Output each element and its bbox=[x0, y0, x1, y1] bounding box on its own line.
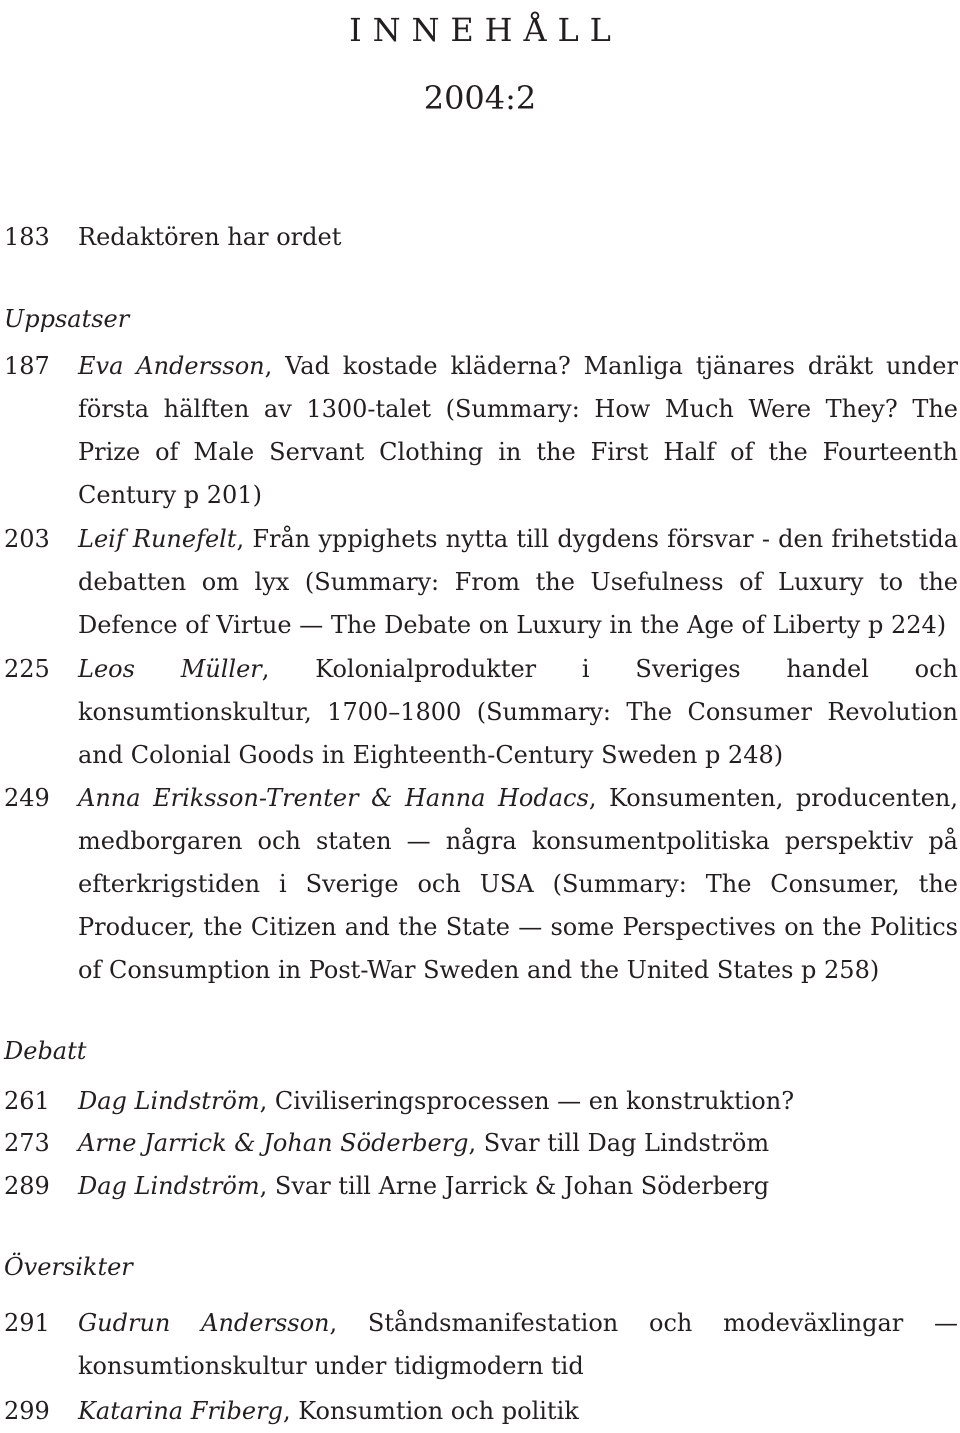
issue-number: 2004:2 bbox=[423, 79, 537, 117]
toc-entry[interactable] bbox=[4, 1080, 960, 1123]
page-number: 249 bbox=[4, 784, 50, 812]
toc-entry[interactable] bbox=[4, 777, 960, 992]
entry-title: Svar till Dag Lindström bbox=[483, 1129, 770, 1157]
entry-text: Anna Eriksson-Trenter & Hanna Hodacs, Konsumenten, producenten, medborgaren och staten — några konsumentpolitiska perspektiv på efterkrigstiden i Sverige och USA (Summary: The Consumer, the Producer, the Citizen and the State — some Perspectives on the Politics of Consumption in Post-War Sweden and the United States p 258) bbox=[78, 784, 958, 984]
entry-title: Konsumenten, producenten, medborgaren och staten — några konsumentpolitiska perspektiv på efterkrigstiden i Sverige och USA (Summary: The Consumer, the Producer, the Citizen and the State — some Perspectives on the Politics of Consumption in Post-War Sweden and the United States p 258) bbox=[78, 784, 958, 984]
entry-author: Eva Andersson bbox=[78, 352, 265, 380]
entry-text: Katarina Friberg, Konsumtion och politik bbox=[78, 1397, 579, 1425]
page-number: 187 bbox=[4, 352, 50, 380]
entry-title: Konsumtion och politik bbox=[298, 1397, 579, 1425]
entry-text: Leif Runefelt, Från yppighets nytta till dygdens försvar - den frihetstida debatten om lyx (Summary: From the Usefulness of Luxury to the Defence of Virtue — The Debate on Luxury in the Age of Liberty p 224) bbox=[78, 525, 959, 639]
page-number: 289 bbox=[4, 1172, 50, 1200]
entry-author: Katarina Friberg bbox=[78, 1397, 283, 1425]
entry-title: Civiliseringsprocessen — en konstruktion? bbox=[274, 1087, 795, 1115]
section-heading-debatt: Debatt bbox=[4, 1037, 87, 1065]
entry-author: Gudrun Andersson bbox=[78, 1309, 330, 1337]
entry-author: Arne Jarrick & Johan Söderberg bbox=[78, 1129, 469, 1157]
section-heading-oversikter: Översikter bbox=[4, 1253, 133, 1281]
entry-title: Redaktören har ordet bbox=[78, 223, 342, 251]
toc-entry[interactable] bbox=[4, 1122, 960, 1165]
page-number: 203 bbox=[4, 525, 50, 553]
entry-author: Dag Lindström bbox=[78, 1172, 260, 1200]
page-number: 183 bbox=[4, 223, 50, 251]
entry-text: Gudrun Andersson, Ståndsmanifestation och modeväxlingar — konsumtionskultur under tidigmodern tid bbox=[78, 1309, 959, 1380]
entry-text: Leos Müller, Kolonialprodukter i Sveriges handel och konsumtionskultur, 1700–1800 (Summary: The Consumer Revolution and Colonial Goods in Eighteenth-Century Sweden p 248) bbox=[78, 655, 959, 769]
entry-text: Arne Jarrick & Johan Söderberg, Svar till Dag Lindström bbox=[78, 1129, 770, 1157]
toc-entry[interactable] bbox=[4, 1390, 960, 1433]
entry-title: Vad kostade kläderna? Manliga tjänares dräkt under första hälften av 1300-talet (Summary: How Much Were They? The Prize of Male Servant Clothing in the First Half of the Fourteenth Century p 201) bbox=[78, 352, 958, 509]
entry-text: Dag Lindström, Civiliseringsprocessen — en konstruktion? bbox=[78, 1087, 795, 1115]
entry-title: Kolonialprodukter i Sveriges handel och konsumtionskultur, 1700–1800 (Summary: The Consumer Revolution and Colonial Goods in Eighteenth-Century Sweden p 248) bbox=[78, 655, 959, 769]
page-number: 225 bbox=[4, 655, 50, 683]
page-number: 273 bbox=[4, 1129, 50, 1157]
entry-author: Leos Müller bbox=[78, 655, 262, 683]
entry-title: Från yppighets nytta till dygdens försvar - den frihetstida debatten om lyx (Summary: From the Usefulness of Luxury to the Defence of Virtue — The Debate on Luxury in the Age of Liberty p 224) bbox=[78, 525, 959, 639]
entry-author: Leif Runefelt bbox=[78, 525, 237, 553]
toc-entry[interactable] bbox=[4, 1165, 960, 1208]
page-number: 299 bbox=[4, 1397, 50, 1425]
entry-text: Eva Andersson, Vad kostade kläderna? Manliga tjänares dräkt under första hälften av 1300-talet (Summary: How Much Were They? The Prize of Male Servant Clothing in the First Half of the Fourteenth Century p 201) bbox=[78, 352, 958, 509]
toc-entry-editorial[interactable] bbox=[4, 216, 960, 259]
toc-entry[interactable] bbox=[4, 1302, 960, 1388]
entry-author: Anna Eriksson-Trenter & Hanna Hodacs bbox=[78, 784, 589, 812]
page-number: 291 bbox=[4, 1309, 50, 1337]
entry-author: Dag Lindström bbox=[78, 1087, 260, 1115]
section-heading-uppsatser: Uppsatser bbox=[4, 305, 130, 333]
toc-entry[interactable] bbox=[4, 345, 960, 517]
toc-entry[interactable] bbox=[4, 648, 960, 777]
entry-text: Dag Lindström, Svar till Arne Jarrick & Johan Söderberg bbox=[78, 1172, 770, 1200]
page-number: 261 bbox=[4, 1087, 50, 1115]
entry-title: Ståndsmanifestation och modeväxlingar — konsumtionskultur under tidigmodern tid bbox=[78, 1309, 959, 1380]
toc-entry[interactable] bbox=[4, 518, 960, 647]
page-title: INNEHÅLL bbox=[349, 11, 622, 49]
entry-title: Svar till Arne Jarrick & Johan Söderberg bbox=[274, 1172, 770, 1200]
